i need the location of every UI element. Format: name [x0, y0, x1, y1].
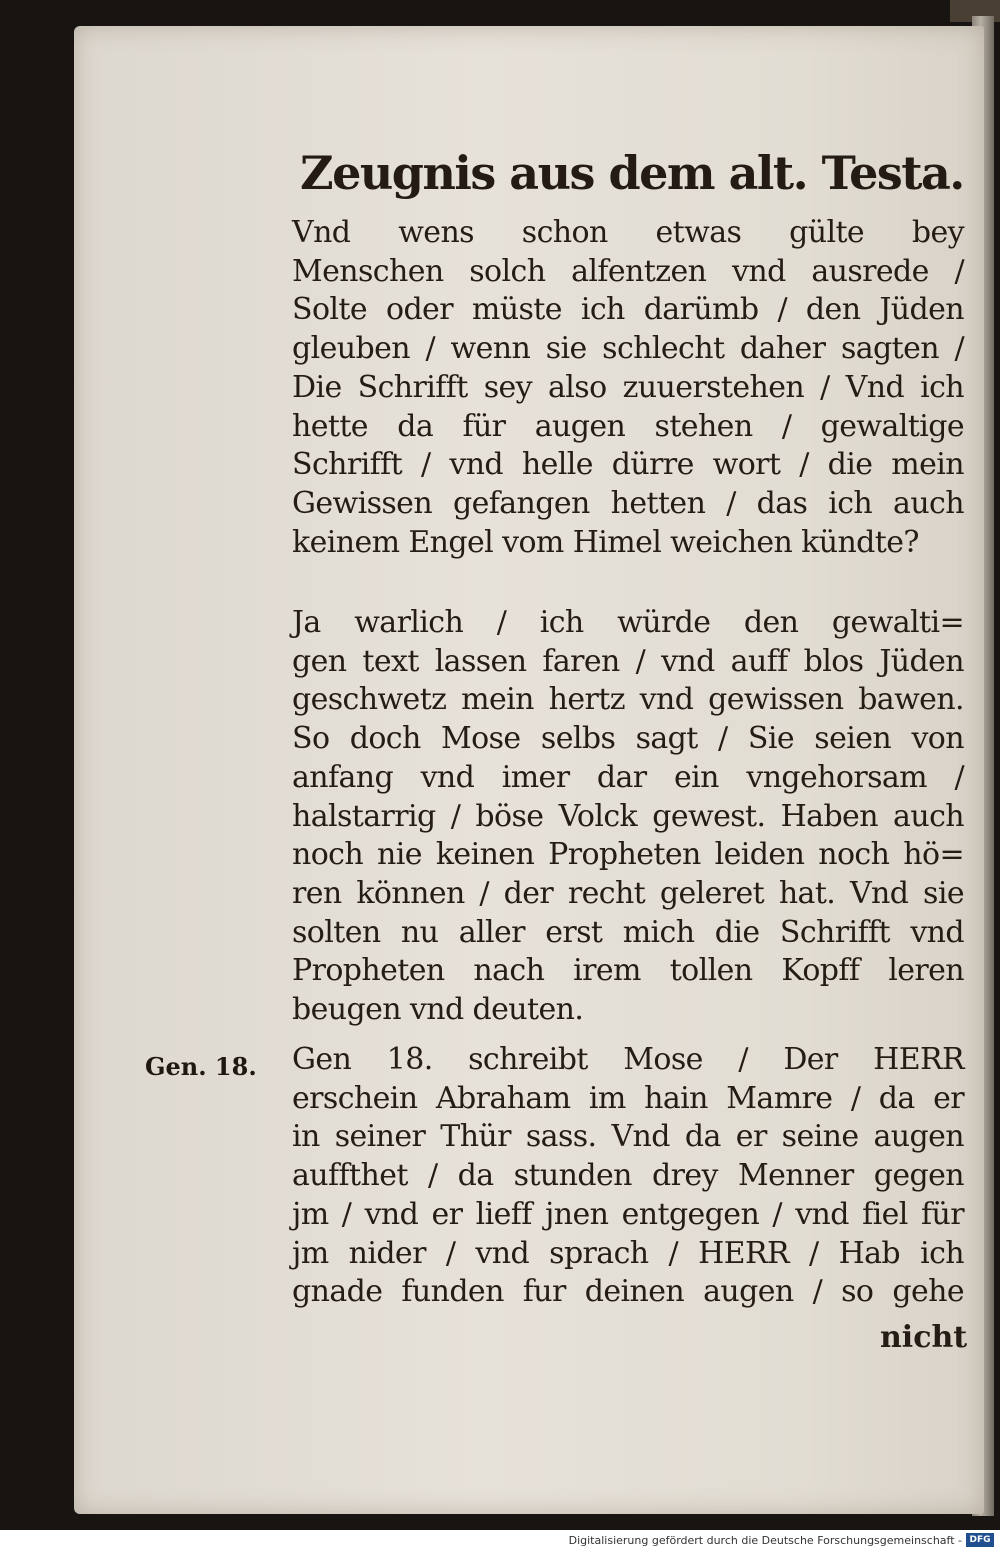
- text-line: jm / vnd er lieff jnen entgegen / vnd fiel für: [292, 1196, 964, 1232]
- text-line: geschwetz mein hertz vnd gewissen bawen.: [292, 682, 964, 718]
- text-line: So doch Mose selbs sagt / Sie seien von: [292, 721, 964, 757]
- text-line: jm nider / vnd sprach / HERR / Hab ich: [292, 1235, 964, 1271]
- text-line: beugen vnd deuten.: [292, 992, 584, 1028]
- text-line: Gen 18. schreibt Mose / Der HERR: [292, 1042, 964, 1077]
- text-line: Ja warlich / ich würde den gewalti=: [292, 605, 964, 640]
- funding-credit: Digitalisierung gefördert durch die Deutsche Forschungsgemeinschaft -: [568, 1534, 962, 1547]
- text-line: anfang vnd imer dar ein vngehorsam /: [292, 759, 964, 795]
- text-line: Menschen solch alfentzen vnd ausrede /: [292, 253, 964, 289]
- text-line: solten nu aller erst mich die Schrifft vnd: [292, 914, 964, 950]
- paragraph-3: [292, 1041, 964, 1312]
- text-line: auffthet / da stunden drey Menner gegen: [292, 1158, 964, 1194]
- text-line: Schrifft / vnd helle dürre wort / die mein: [292, 447, 964, 483]
- running-head: Zeugnis aus dem alt. Testa.: [300, 146, 964, 200]
- text-line: gnade funden fur deinen augen / so gehe: [292, 1274, 964, 1310]
- paragraph-2: [292, 604, 964, 1030]
- text-line: Vnd wens schon etwas gülte bey: [292, 215, 964, 250]
- text-line: Gewissen gefangen hetten / das ich auch: [292, 485, 964, 521]
- text-line: Propheten nach irem tollen Kopff leren: [292, 953, 964, 989]
- text-line: ren können / der recht geleret hat. Vnd sie: [292, 875, 964, 911]
- text-line: in seiner Thür sass. Vnd da er seine augen: [292, 1119, 964, 1155]
- text-line: Solte oder müste ich darümb / den Jüden: [292, 292, 964, 328]
- text-line: noch nie keinen Propheten leiden noch hö=: [292, 837, 964, 873]
- margin-reference: Gen. 18.: [145, 1052, 257, 1081]
- catchword: nicht: [880, 1320, 968, 1355]
- text-line: gleuben / wenn sie schlecht daher sagten /: [292, 331, 964, 367]
- text-line: hette da für augen stehen / gewaltige: [292, 408, 964, 444]
- text-line: halstarrig / böse Volck gewest. Haben auch: [292, 798, 964, 834]
- text-line: gen text lassen faren / vnd auff blos Jüden: [292, 643, 964, 679]
- text-line: erschein Abraham im hain Mamre / da er: [292, 1080, 964, 1116]
- text-line: keinem Engel vom Himel weichen kündte?: [292, 524, 919, 560]
- dfg-logo-icon: DFG: [966, 1533, 994, 1547]
- paragraph-1: [292, 214, 964, 562]
- text-line: Die Schrifft sey also zuuerstehen / Vnd ich: [292, 369, 964, 405]
